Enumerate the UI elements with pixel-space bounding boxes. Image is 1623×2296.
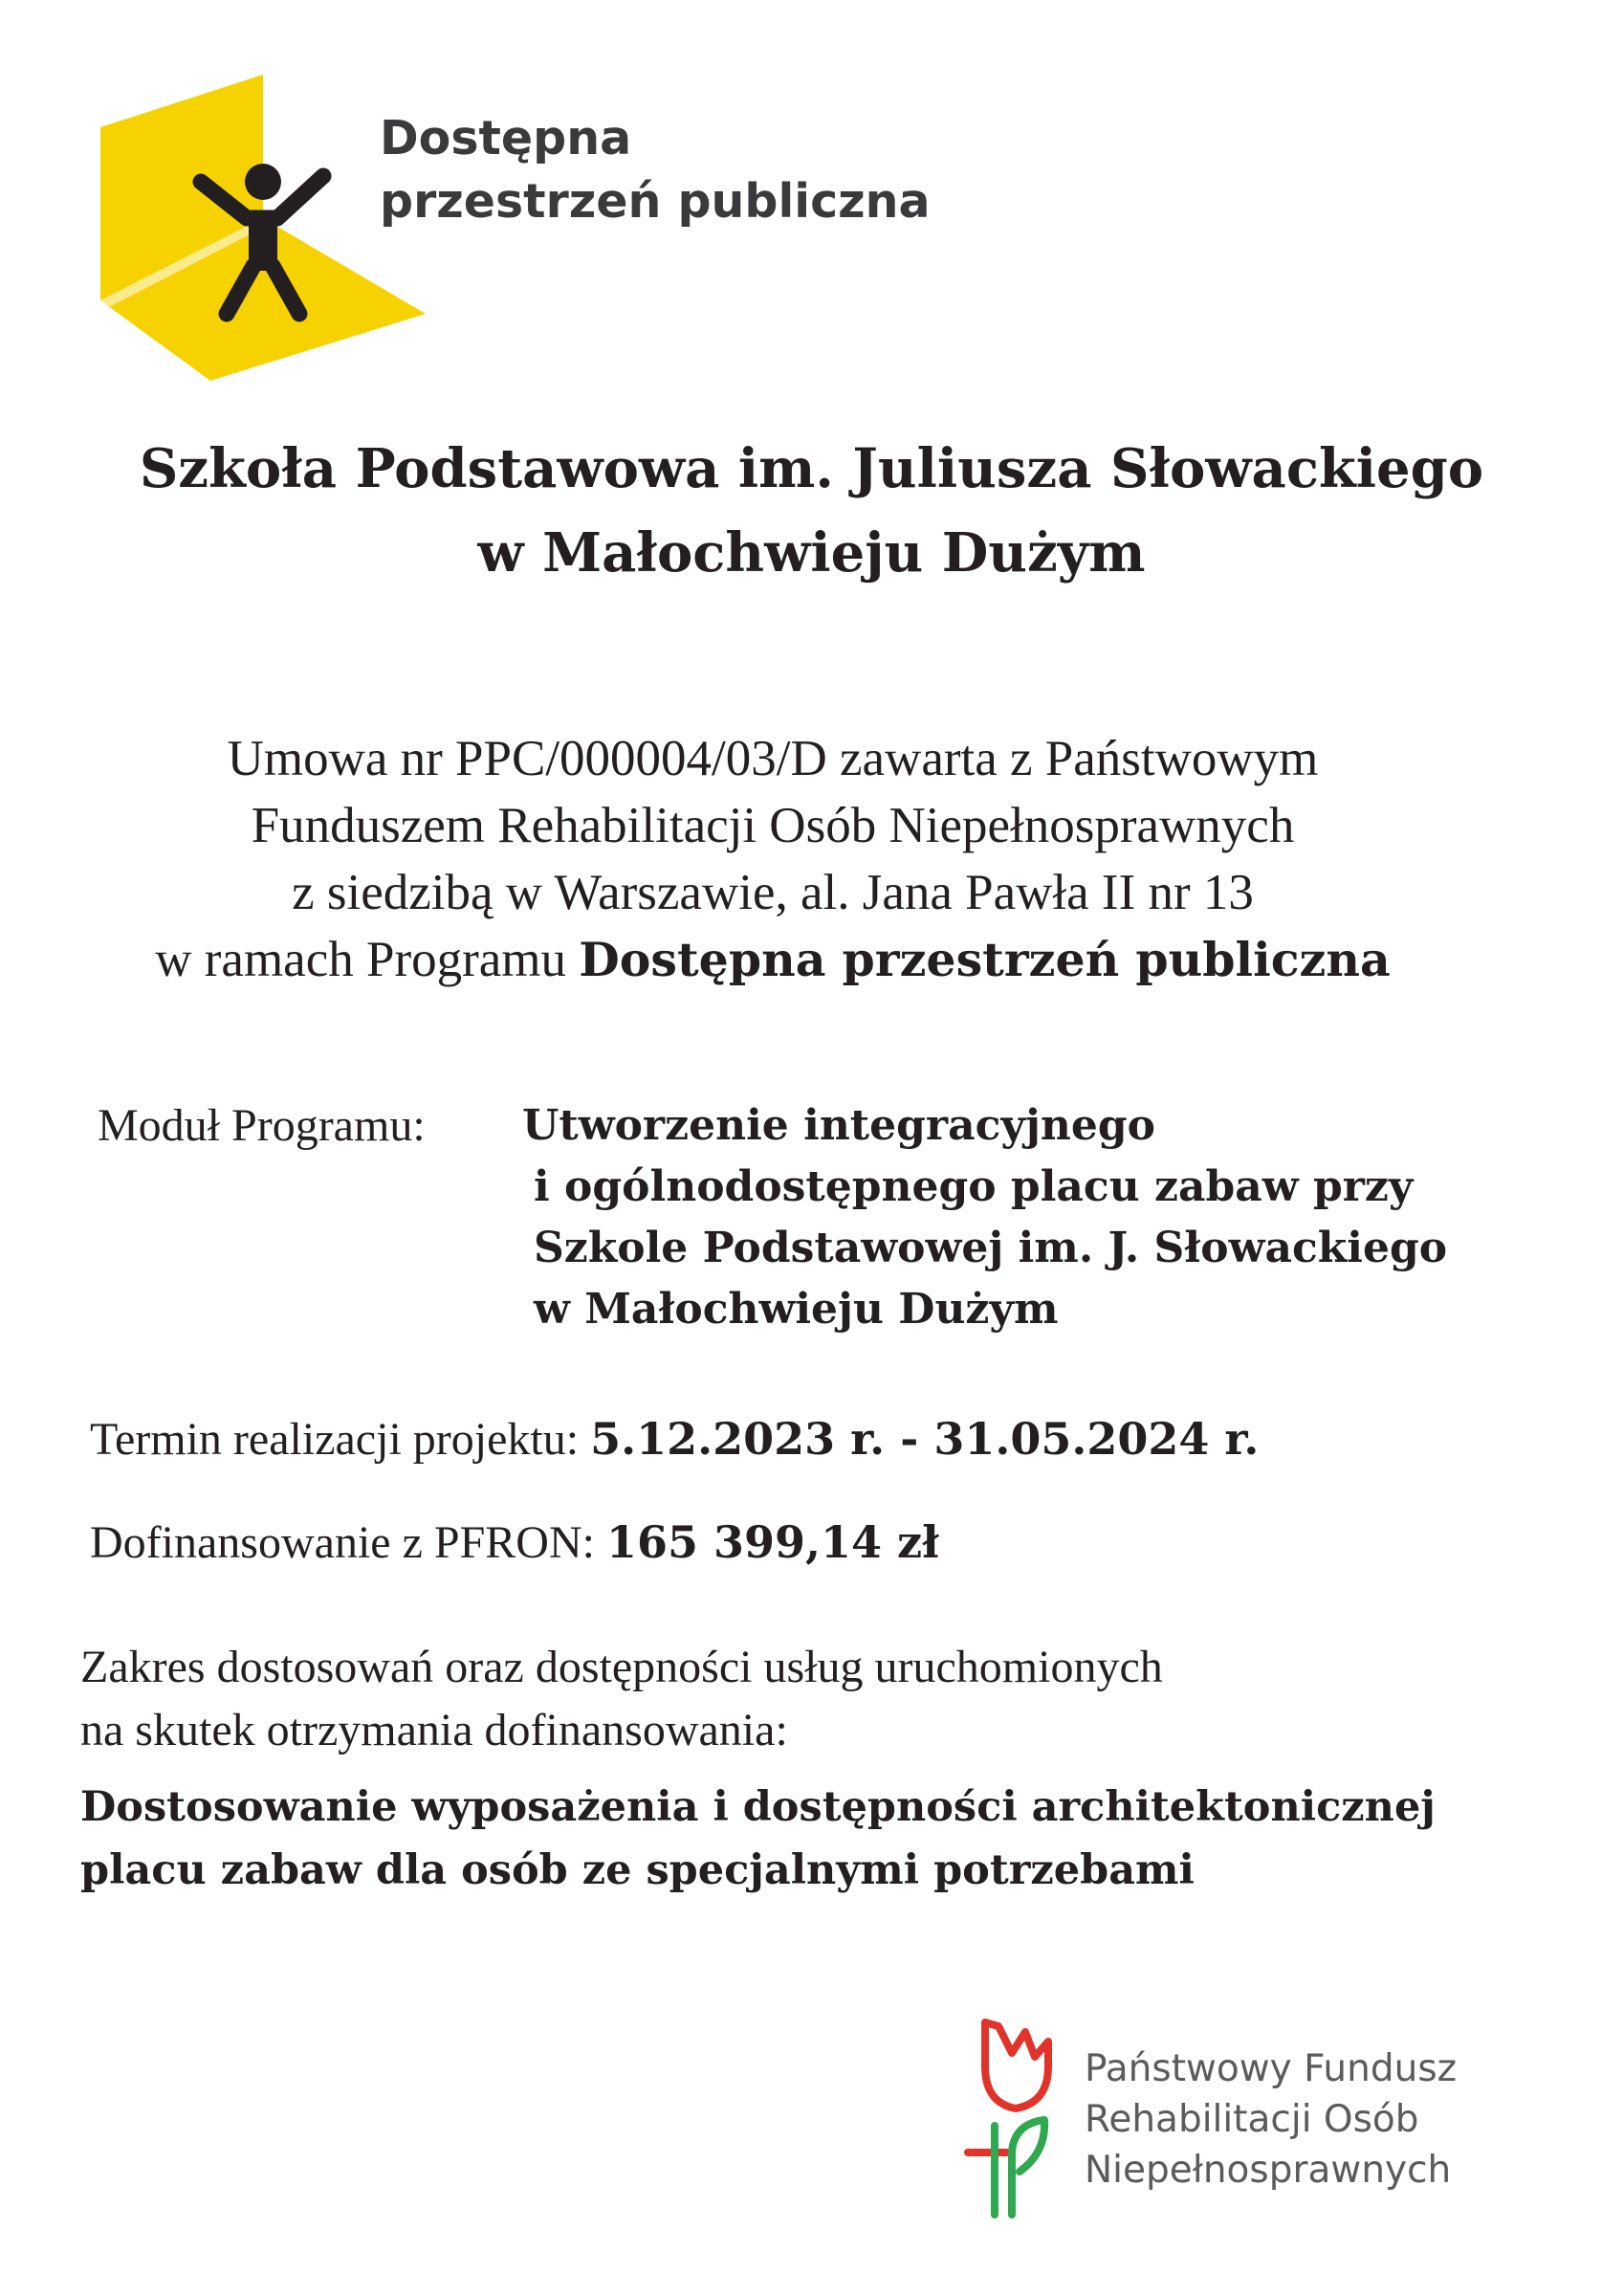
funding-value: 165 399,14 zł (605, 1516, 939, 1568)
funding-label: Dofinansowanie z PFRON: (90, 1517, 606, 1568)
term-value: 5.12.2023 r. - 31.05.2024 r. (590, 1413, 1260, 1465)
pfron-tulip-icon (956, 2009, 1071, 2229)
term-label: Termin realizacji projektu: (90, 1414, 591, 1465)
agreement-line1: Umowa nr PPC/000004/03/D zawarta z Państwowym (227, 731, 1319, 786)
pfron-line1: Państwowy Fundusz (1085, 2047, 1458, 2090)
module-value-line: Utworzenie integracyjnego (522, 1101, 1155, 1150)
school-title (0, 427, 1623, 595)
module-block (98, 1095, 1532, 1344)
scope-main (80, 1776, 1572, 1902)
program-logo-text (380, 107, 931, 233)
scope-intro (80, 1636, 1572, 1762)
agreement-line2: Funduszem Rehabilitacji Osób Niepełnosprawnych (251, 798, 1295, 853)
program-logo-line2: przestrzeń publiczna (380, 174, 931, 229)
scope-main-line: Dostosowanie wyposażenia i dostępności architektonicznej (80, 1783, 1436, 1831)
pfron-logo (956, 2009, 1530, 2229)
scope-intro-line: na skutek otrzymania dofinansowania: (80, 1705, 788, 1755)
module-value-line: Szkole Podstawowej im. J. Słowackiego (534, 1224, 1448, 1272)
pfron-name (1085, 2043, 1457, 2196)
school-title-line1: Szkoła Podstawowa im. Juliusza Słowackiego (139, 437, 1484, 500)
module-label: Moduł Programu: (98, 1100, 426, 1151)
agreement-line3: z siedzibą w Warszawie, al. Jana Pawła II nr 13 (292, 865, 1254, 920)
school-title-line2: w Małochwieju Dużym (477, 521, 1146, 585)
agreement-block (0, 725, 1546, 993)
module-value (522, 1095, 1447, 1340)
module-value-line: w Małochwieju Dużym (534, 1285, 1059, 1334)
agreement-program-name: Dostępna przestrzeń publiczna (579, 932, 1391, 987)
project-term (90, 1408, 1259, 1470)
pfron-line3: Niepełnosprawnych (1085, 2149, 1452, 2192)
agreement-line4 (0, 926, 1546, 993)
module-value-line: i ogólnodostępnego placu zabaw przy (534, 1162, 1414, 1211)
pfron-line2: Rehabilitacji Osób (1085, 2098, 1419, 2141)
scope-block (80, 1636, 1572, 1902)
program-logo-line1: Dostępna (380, 111, 632, 166)
scope-main-line: placu zabaw dla osób ze specjalnymi potrzebami (80, 1846, 1195, 1894)
scope-intro-line: Zakres dostosowań oraz dostępności usług uruchomionych (80, 1642, 1163, 1692)
agreement-line4-prefix: w ramach Programu (155, 932, 580, 987)
funding-amount (90, 1512, 939, 1574)
